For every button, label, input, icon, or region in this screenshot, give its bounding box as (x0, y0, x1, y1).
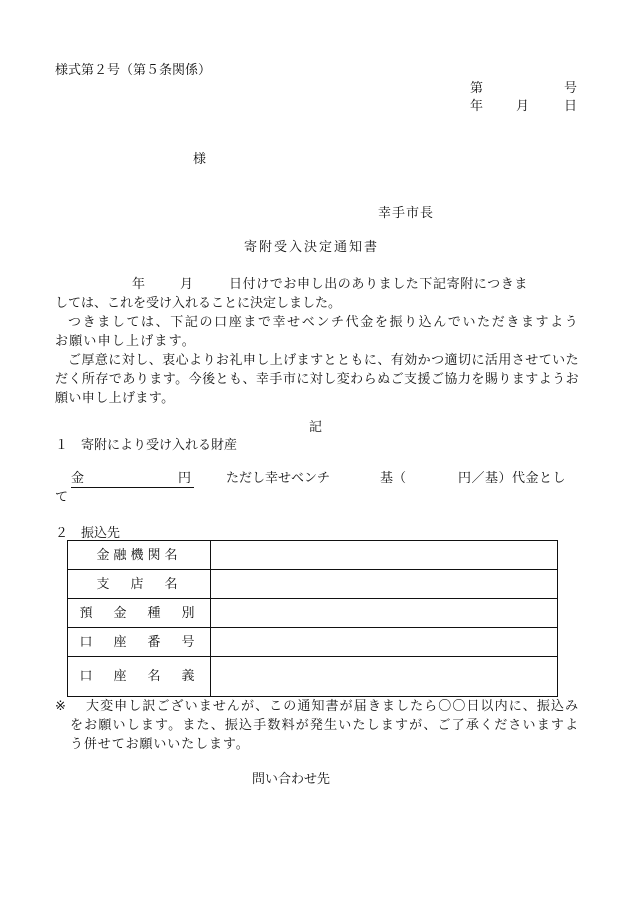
amount-suffix: 円 (178, 471, 192, 486)
section2-heading: ２ 振込先 (55, 526, 121, 541)
addressee-suffix: 様 (193, 152, 207, 167)
contact-heading: 問い合わせ先 (252, 772, 331, 787)
account-number-value (211, 628, 558, 657)
table-row (68, 628, 558, 657)
document-title: 寄附受入決定通知書 (244, 240, 380, 255)
amount-prefix: 金 (71, 471, 85, 486)
note-text: 大変申し訳ございませんが、この通知書が届きましたら〇〇日以内に、振込みをお願いします。また、振込手数料が発生いたしますが、ご了承くださいますよう併せてお願いいたします。 (70, 699, 579, 752)
bank-name-label: 金融機関名 (68, 541, 211, 570)
branch-name-label: 支 店 名 (68, 570, 211, 599)
amount-underline (71, 471, 194, 488)
form-id: 様式第２号（第５条関係） (55, 63, 212, 78)
bench-label: ただし幸せベンチ (226, 471, 331, 486)
ki-heading: 記 (309, 420, 323, 435)
section1-wrap: て (55, 490, 69, 505)
body-line1: 日付けでお申し出のありました下記寄附につきま (229, 277, 528, 292)
deposit-type-label: 預 金 種 別 (68, 599, 211, 628)
section1-heading: １ 寄附により受け入れる財産 (55, 438, 238, 453)
body-line2: しては、これを受け入れることに決定しました。 (55, 296, 342, 311)
body-paragraph-2 (55, 313, 579, 351)
table-row (68, 541, 558, 570)
bank-name-value (211, 541, 558, 570)
body-paragraph-3 (55, 351, 579, 408)
account-number-label: 口 座 番 号 (68, 628, 211, 657)
sender: 幸手市長 (378, 206, 435, 221)
bench-count: 基（ (380, 471, 407, 486)
bench-price: 円／基）代金とし (458, 471, 567, 486)
date-day: 日 (564, 99, 578, 114)
table-row (68, 599, 558, 628)
ref-number-suffix: 号 (564, 81, 578, 96)
note-mark: ※ (55, 699, 66, 714)
table-row (68, 657, 558, 697)
deposit-type-value (211, 599, 558, 628)
note (70, 697, 579, 754)
bank-account-table (67, 540, 558, 697)
table-row (68, 570, 558, 599)
account-holder-value (211, 657, 558, 697)
date-year: 年 (470, 99, 484, 114)
ref-number-prefix: 第 (470, 81, 484, 96)
branch-name-value (211, 570, 558, 599)
date-month: 月 (516, 99, 530, 114)
account-holder-label: 口 座 名 義 (68, 657, 211, 697)
body-paragraph-3-text: ご厚意に対し、衷心よりお礼申し上げますとともに、有効かつ適切に活用させていただく所存であります。今後とも、幸手市に対し変わらぬご支援ご協力を賜りますようお願い申し上げます。 (55, 353, 579, 406)
body-month: 月 (180, 277, 194, 292)
body-paragraph-2-text: つきましては、下記の口座まで幸せベンチ代金を振り込んでいただきますようお願い申し上げます。 (55, 315, 579, 349)
body-year: 年 (132, 277, 146, 292)
